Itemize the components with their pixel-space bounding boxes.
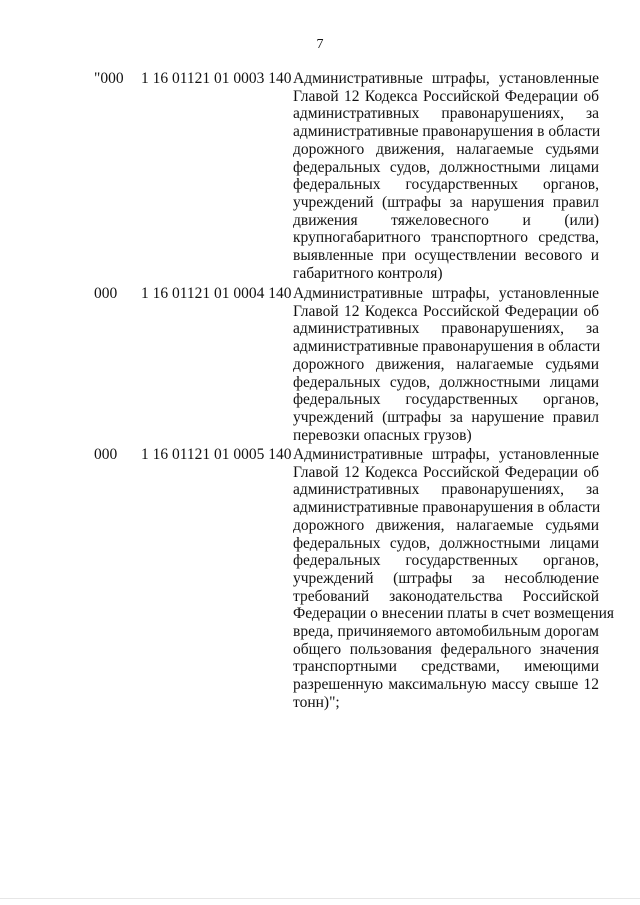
description-line: требований законодательства Российской <box>293 587 599 605</box>
description-line: выявленные при осуществлении весового и <box>293 247 599 265</box>
admin-code: "000 <box>94 70 124 87</box>
description-line: дорожного движения, налагаемые судьями <box>293 355 599 373</box>
entry-description <box>293 70 599 282</box>
description-line: дорожного движения, налагаемые судьями <box>293 140 599 158</box>
description-line: административные правонарушения в области <box>293 499 601 517</box>
description-line: учреждений (штрафы за нарушение правил <box>293 408 599 426</box>
description-line: крупногабаритного транспортного средства, <box>293 229 599 247</box>
page-number: 7 <box>316 37 324 52</box>
description-line: административных правонарушениях, за <box>293 320 599 338</box>
description-line: Административные штрафы, установленные <box>293 70 599 87</box>
description-line: учреждений (штрафы за несоблюдение <box>293 569 599 587</box>
page-edge-rule <box>0 898 640 899</box>
description-line: общего пользования федерального значения <box>293 640 599 658</box>
description-line: федеральных государственных органов, <box>293 391 599 409</box>
kbk-code: 1 16 01121 01 0003 140 <box>141 70 292 87</box>
description-line: федеральных судов, должностными лицами <box>293 534 599 552</box>
description-line: Главой 12 Кодекса Российской Федерации об <box>293 302 599 320</box>
admin-code: 000 <box>94 446 118 463</box>
kbk-code: 1 16 01121 01 0004 140 <box>141 285 292 302</box>
description-line: федеральных судов, должностными лицами <box>293 158 599 176</box>
description-line: габаритного контроля) <box>293 264 443 282</box>
entry-description <box>293 446 615 712</box>
description-line: федеральных государственных органов, <box>293 552 599 570</box>
kbk-code: 1 16 01121 01 0005 140 <box>141 446 292 463</box>
admin-code: 000 <box>94 285 118 302</box>
description-line: федеральных государственных органов, <box>293 176 599 194</box>
description-line: перевозки опасных грузов) <box>293 426 472 444</box>
description-line: Главой 12 Кодекса Российской Федерации об <box>293 87 599 105</box>
description-line: учреждений (штрафы за нарушения правил <box>293 193 599 211</box>
description-line: административных правонарушениях, за <box>293 105 599 123</box>
description-line: тонн)"; <box>293 693 340 711</box>
description-line: федеральных судов, должностными лицами <box>293 373 599 391</box>
description-line: административные правонарушения в области <box>293 123 601 141</box>
description-line: дорожного движения, налагаемые судьями <box>293 516 599 534</box>
description-line: вреда, причиняемого автомобильным дорогам <box>293 623 599 641</box>
entry-description <box>293 285 599 444</box>
description-line: Главой 12 Кодекса Российской Федерации об <box>293 463 599 481</box>
description-line: разрешенную максимальную массу свыше 12 <box>293 676 599 694</box>
description-line: движения тяжеловесного и (или) <box>293 211 599 229</box>
description-line: Административные штрафы, установленные <box>293 285 599 302</box>
description-line: транспортными средствами, имеющими <box>293 658 599 676</box>
description-line: административных правонарушениях, за <box>293 481 599 499</box>
description-line: Федерации о внесении платы в счет возмещения <box>293 605 615 623</box>
description-line: административные правонарушения в области <box>293 338 601 356</box>
description-line: Административные штрафы, установленные <box>293 446 599 463</box>
